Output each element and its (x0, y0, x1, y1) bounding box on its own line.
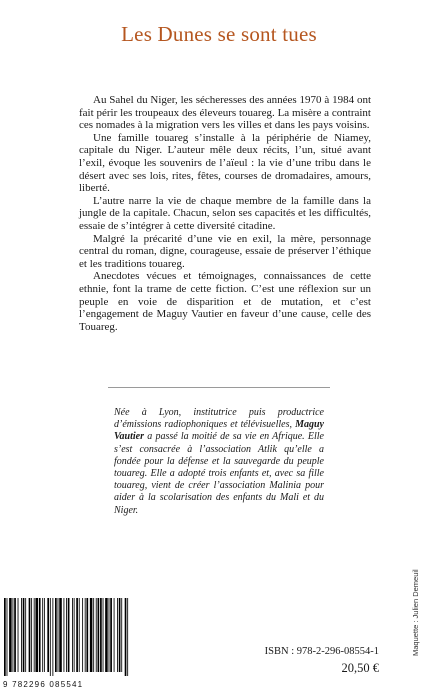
barcode-bar (74, 598, 75, 672)
barcode-bar (50, 598, 51, 676)
barcode-image (0, 598, 132, 676)
barcode-bar (103, 598, 104, 672)
barcode-bar (125, 598, 127, 676)
barcode-bar (117, 598, 118, 672)
barcode-bar (86, 598, 88, 672)
barcode-bar (119, 598, 121, 672)
barcode-bar (68, 598, 70, 672)
barcode-bar (59, 598, 62, 672)
barcode-bar (127, 598, 128, 676)
book-title: Les Dunes se sont tues (121, 22, 317, 46)
barcode-bar (47, 598, 49, 672)
blurb-paragraph: Au Sahel du Niger, les sécheresses des années 1970 à 1984 ont fait périr les troupeaux des éleveurs touareg. La misère a contraint ces nomades à la migration vers les villes et dans les pays voisins. (79, 94, 371, 132)
barcode-bar (72, 598, 73, 672)
barcode-bar (31, 598, 32, 672)
barcode-bar (64, 598, 65, 672)
barcode-bar (14, 598, 16, 672)
barcode-bar (35, 598, 38, 672)
barcode-bar (4, 598, 6, 676)
barcode-bar (76, 598, 78, 672)
author-bio (114, 407, 324, 517)
barcode-bar (42, 598, 43, 672)
barcode-bar (93, 598, 94, 672)
barcode-bar (44, 598, 45, 672)
barcode-bar (82, 598, 83, 672)
price: 20,50 € (341, 661, 379, 675)
barcode-bar (39, 598, 41, 672)
barcode-bar (85, 598, 86, 672)
barcode-bar (98, 598, 100, 672)
isbn-number: ISBN : 978-2-296-08554-1 (264, 646, 379, 657)
barcode-bar (58, 598, 59, 672)
barcode-bar (18, 598, 19, 672)
separator-rule (108, 387, 330, 388)
blurb-paragraph: L’autre narre la vie de chaque membre de la famille dans la jungle de la capitale. Chacun, selon ses capacités et les difficultés, essaie de s’intégrer à cette diversité citadine. (79, 194, 371, 232)
barcode-bar (25, 598, 26, 672)
author-name: Maguy Vautier (114, 419, 324, 443)
barcode-bar (121, 598, 122, 672)
blurb-paragraph: Une famille touareg s’installe à la périphérie de Niamey, capitale du Niger. L’auteur mêle deux récits, l’un, situé avant l’exil, évoque les souvenirs de l’aïeul : la vie d’une tribu dans le désert avec ses lois, rites, fêtes, courses de dromadaires, amours, liberté. (79, 131, 371, 195)
barcode-bar (21, 598, 22, 672)
bio-text-start: Née à Lyon, institutrice puis productrice d’émissions radiophoniques et télévisuelles, (114, 407, 324, 431)
barcode-bar (100, 598, 102, 672)
blurb-paragraph: Malgré la précarité d’une vie en exil, la mère, personnage central du roman, digne, courageuse, essaie de préserver l’éthique et les traditions touareg. (79, 232, 371, 270)
barcode-bar (9, 598, 12, 672)
barcode-bar (105, 598, 108, 672)
barcode-bar (90, 598, 93, 672)
barcode-bar (96, 598, 97, 672)
barcode-bar (13, 598, 14, 672)
barcode-bar (114, 598, 115, 672)
barcode-bar (110, 598, 112, 672)
bio-text-end: a passé la moitié de sa vie en Afrique. Elle s’est consacrée à l’association Atlik qu’elle a fondée pour la défense et la sauvegarde du peuple touareg. Elle a adopté trois enfants et, avec sa fille touareg, vient de créer l’association Malinia pour aider à la scolarisation des enfants du Mali et du Niger. (114, 431, 324, 516)
barcode-bar (66, 598, 67, 672)
barcode-bar (109, 598, 110, 672)
blurb (79, 94, 371, 333)
design-credit: Maquette : Julien Demeuil (411, 569, 420, 656)
barcode-bar (7, 598, 8, 676)
barcode-digits: 9 782296 085541 (3, 680, 84, 689)
barcode-bar (52, 598, 53, 676)
barcode-bar (29, 598, 31, 672)
barcode-bar (34, 598, 35, 672)
barcode-bar (23, 598, 25, 672)
blurb-paragraph: Anecdotes vécues et témoignages, connaissances de cette ethnie, font la trame de cette fiction. C’est une réflexion sur un peuple en voie de disparition et de mutation, et c’est l’engagement de Maguy Vautier en faveur d’une cause, celle des Touareg. (79, 270, 371, 333)
barcode-bar (79, 598, 80, 672)
barcode-bar (55, 598, 57, 672)
